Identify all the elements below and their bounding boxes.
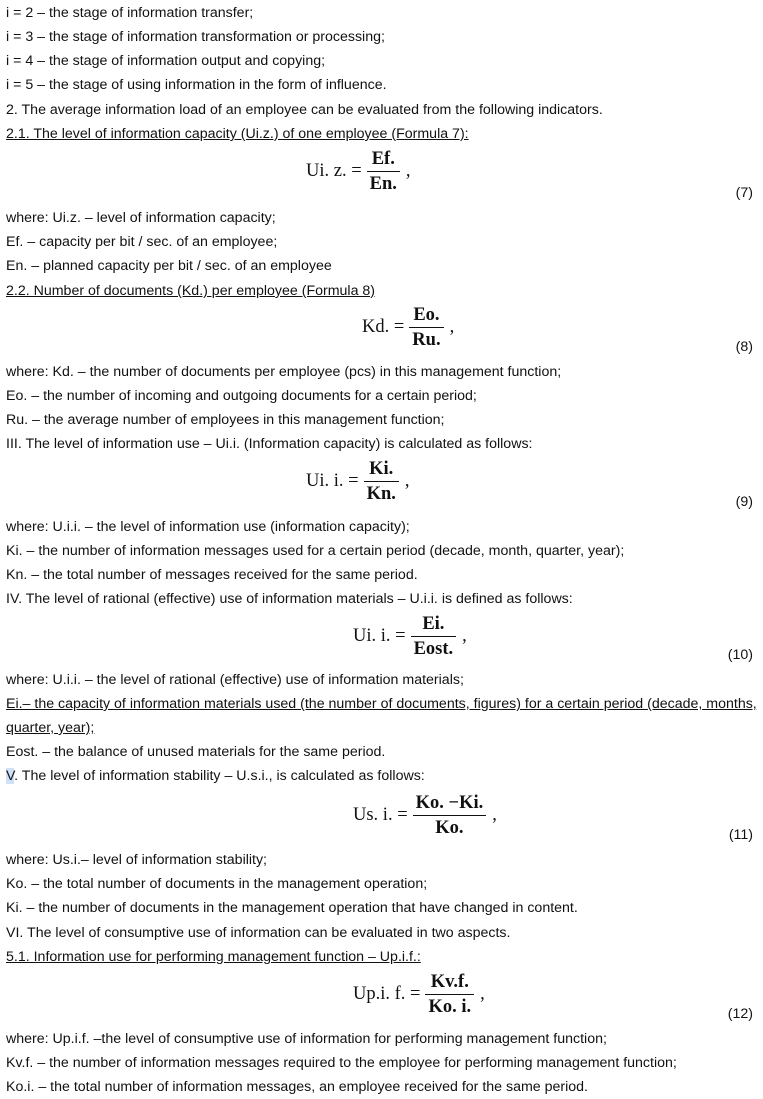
equation-number: (12): [727, 1006, 753, 1022]
text-line: Eost. – the balance of unused materials for the same period.: [6, 744, 386, 760]
section-heading: 2.2. Number of documents (Kd.) per employee (Formula 8): [6, 283, 376, 299]
formula-lhs: Ui. i. =: [353, 626, 406, 646]
denominator: Ko. i.: [428, 997, 472, 1017]
formula-8: [362, 303, 454, 352]
formula-lhs: Ui. z. =: [306, 161, 362, 181]
formula-lhs: Us. i. =: [353, 805, 408, 825]
formula-comma: ,: [405, 161, 411, 181]
text-line: Ko.i. – the total number of information messages, an employee received for the same period.: [6, 1079, 588, 1095]
text-line: [6, 767, 425, 785]
formula-lhs: Ui. i. =: [306, 471, 359, 491]
text-line: where: Up.i.f. –the level of consumptive use of information for performing management function;: [6, 1031, 607, 1047]
text-line: 2. The average information load of an employee can be evaluated from the following indicators.: [6, 102, 603, 118]
text-line: where: Kd. – the number of documents per employee (pcs) in this management function;: [6, 364, 562, 380]
section-heading: 2.1. The level of information capacity (Ui.z.) of one employee (Formula 7):: [6, 126, 469, 142]
text-line-underlined: Ei.– the capacity of information materials used (the number of documents, figures) for a certain period (decade, months,: [6, 696, 757, 712]
fraction: [364, 457, 399, 506]
fraction: [425, 970, 474, 1019]
denominator: Ru.: [412, 330, 441, 350]
fraction: [409, 303, 443, 352]
denominator: Eost.: [413, 639, 454, 659]
equation-number: (11): [728, 827, 753, 843]
text-line-underlined: quarter, year);: [6, 720, 95, 736]
equation-number: (7): [735, 185, 753, 201]
text-line: VI. The level of consumptive use of information can be evaluated in two aspects.: [6, 925, 511, 941]
formula-comma: ,: [492, 805, 497, 825]
fraction: [367, 147, 400, 196]
denominator: En.: [369, 174, 397, 194]
text-line: III. The level of information use – Ui.i. (Information capacity) is calculated as follows:: [6, 436, 533, 452]
fraction: [413, 791, 487, 840]
numerator: Ei.: [422, 614, 445, 634]
formula-comma: ,: [449, 317, 455, 337]
text-line: Ef. – capacity per bit / sec. of an employee;: [6, 234, 278, 250]
text-line: Eo. – the number of incoming and outgoing documents for a certain period;: [6, 388, 477, 404]
text-line: IV. The level of rational (effective) use of information materials – U.i.i. is defined as follows:: [6, 591, 573, 607]
formula-comma: ,: [462, 626, 467, 646]
text-line: i = 3 – the stage of information transformation or processing;: [6, 29, 385, 45]
text-line: i = 2 – the stage of information transfer;: [6, 5, 254, 21]
text-line: Kv.f. – the number of information messages required to the employee for performing management function;: [6, 1055, 677, 1071]
text-line: i = 5 – the stage of using information in the form of influence.: [6, 77, 387, 93]
formula-comma: ,: [480, 984, 485, 1004]
fraction: [411, 612, 457, 661]
denominator: Kn.: [366, 484, 396, 504]
numerator: Ko. −Ki.: [415, 793, 484, 813]
formula-7: [306, 147, 411, 196]
numerator: Ki.: [369, 459, 394, 479]
equation-number: (9): [735, 494, 753, 510]
formula-lhs: Kd. =: [362, 317, 405, 337]
text-line: Ko. – the total number of documents in the management operation;: [6, 876, 428, 892]
text-run: . The level of information stability – U.s.i., is calculated as follows:: [14, 768, 425, 784]
text-line: where: Us.i.– level of information stability;: [6, 852, 268, 868]
text-line: Kn. – the total number of messages received for the same period.: [6, 567, 418, 583]
formula-9: [306, 457, 410, 506]
numerator: Ef.: [371, 149, 395, 169]
text-line: Ki. – the number of information messages used for a certain period (decade, month, quarter, year);: [6, 543, 625, 559]
formula-11: [353, 791, 497, 840]
text-line: Ru. – the average number of employees in this management function;: [6, 412, 445, 428]
text-line: where: Ui.z. – level of information capacity;: [6, 210, 276, 226]
text-line: where: U.i.i. – the level of rational (effective) use of information materials;: [6, 672, 464, 688]
equation-number: (10): [727, 647, 753, 663]
denominator: Ko.: [435, 818, 464, 838]
equation-number: (8): [735, 339, 753, 355]
selected-text[interactable]: V: [6, 768, 15, 784]
numerator: Kv.f.: [430, 972, 469, 992]
section-heading: 5.1. Information use for performing management function – Up.i.f.:: [6, 949, 421, 965]
text-line: Ki. – the number of documents in the management operation that have changed in content.: [6, 900, 578, 916]
text-line: En. – planned capacity per bit / sec. of an employee: [6, 258, 332, 274]
numerator: Eo.: [413, 305, 440, 325]
formula-lhs: Up.i. f. =: [353, 984, 421, 1004]
formula-comma: ,: [404, 471, 410, 491]
formula-10: [353, 612, 467, 661]
text-line: where: U.i.i. – the level of information use (information capacity);: [6, 519, 410, 535]
text-line: i = 4 – the stage of information output and copying;: [6, 53, 326, 69]
formula-12: [353, 970, 485, 1019]
